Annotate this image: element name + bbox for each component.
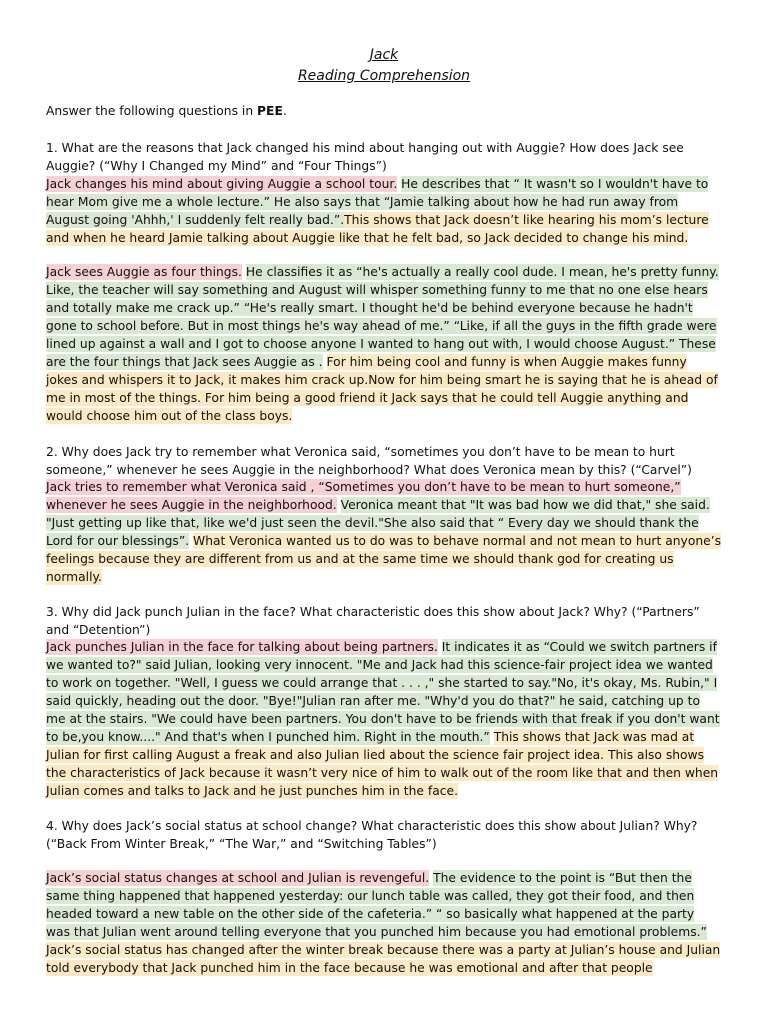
point-text: Jack punches Julian in the face for talking about being partners. <box>46 640 438 654</box>
answer-2 <box>46 478 722 586</box>
evidence-text: It indicates it as “Could we switch partners if we wanted to?" said Julian, looking very innocent. "Me and Jack had this science-fair project idea we wanted to work on together. "Well, I guess we could arrange that . . . ," she started to say."No, it's okay, Ms. Rubin," I said quickly, heading out the door. "Bye!"Julian ran after me. "Why'd you do that?" he said, catching up to me at the stairs. "We could have been partners. You don't have to be friends with that freak if you don't want to be,you know...." And that's when I punched him. Right in the mouth.” <box>46 640 720 744</box>
point-text: Jack changes his mind about giving Auggie a school tour. <box>46 177 398 191</box>
explain-text: This shows that Jack doesn’t like hearing his mom’s lecture and when he heard Jamie talking about Auggie like that he felt bad, so Jack decided to change his mind. <box>46 213 709 245</box>
question-4: 4. Why does Jack’s social status at school change? What characteristic does this show about Julian? Why? (“Back From Winter Break,” “The War,” and “Switching Tables”) <box>46 819 698 851</box>
instructions: Answer the following questions in PEE. <box>46 104 287 118</box>
explain-text: Jack’s social status has changed after the winter break because there was a party at Julian’s house and Julian told everybody that Jack punched him in the face because he was emotional and after that people <box>46 943 721 975</box>
answer-3 <box>46 638 722 800</box>
answer-1a <box>46 175 722 247</box>
evidence-text: The evidence to the point is “But then the same thing happened that happened yesterday: our lunch table was called, they got their food, and then headed toward a new table on the other side of the cafeteria.” “ so basically what happened at the party was that Julian went around telling everyone that you punched him because you had emotional problems.” <box>46 871 707 939</box>
page-subtitle: Reading Comprehension <box>297 68 471 84</box>
point-text: Jack’s social status changes at school and Julian is revengeful. <box>46 871 430 885</box>
evidence-text: He describes that “ It wasn't so I wouldn't have to hear Mom give me a whole lecture.” He also says that “Jamie talking about how he had run away from August going 'Ahhh,' I suddenly felt really bad.”. <box>46 177 709 227</box>
question-3: 3. Why did Jack punch Julian in the face? What characteristic does this show about Jack? Why? (“Partners” and “Detention”) <box>46 605 700 637</box>
point-text: Jack sees Auggie as four things. <box>46 265 242 279</box>
explain-text: What Veronica wanted us to do was to behave normal and not mean to hurt anyone’s feelings because they are different from us and at the same time we should thank god for creating us normally. <box>46 534 722 584</box>
page-title: Jack <box>369 47 399 63</box>
evidence-text: He classifies it as “he's actually a really cool dude. I mean, he's pretty funny. Like, the teacher will say something and August will whisper something funny to me that no one else hears and totally make me crack up.” “He's really smart. I thought he'd be behind everyone because he hadn't gone to school before. But in most things he's way ahead of me.” “Like, if all the guys in the fifth grade were lined up against a wall and I got to choose anyone I wanted to hang out with, I would choose August.” These are the four things that Jack sees Auggie as . <box>46 265 719 369</box>
evidence-text: Veronica meant that "It was bad how we did that," she said. "Just getting up like that, like we'd just seen the devil."She also said that “ Every day we should thank the Lord for our blessings”. <box>46 498 710 548</box>
answer-4 <box>46 869 722 977</box>
explain-text: For him being cool and funny is when Auggie makes funny jokes and whispers it to Jack, it makes him crack up.Now for him being smart he is saying that he is ahead of me in most of the things. For him being a good friend it Jack says that he could tell Auggie anything and would choose him out of the class boys. <box>46 355 718 423</box>
explain-text: This shows that Jack was mad at Julian for first calling August a freak and also Julian lied about the science fair project idea. This also shows the characteristics of Jack because it wasn’t very nice of him to walk out of the room like that and then when Julian comes and talks to Jack and he just punches him in the face. <box>46 730 719 798</box>
question-2: 2. Why does Jack try to remember what Veronica said, “sometimes you don’t have to be mean to hurt someone,” whenever he sees Auggie in the neighborhood? What does Veronica mean by this? (“Carvel”) <box>46 445 692 477</box>
question-1: 1. What are the reasons that Jack changed his mind about hanging out with Auggie? How does Jack see Auggie? (“Why I Changed my Mind” and “Four Things”) <box>46 141 684 173</box>
point-text: Jack tries to remember what Veronica said , “Sometimes you don’t have to be mean to hurt someone,” whenever he sees Auggie in the neighborhood. <box>46 480 681 512</box>
answer-1b <box>46 263 722 425</box>
